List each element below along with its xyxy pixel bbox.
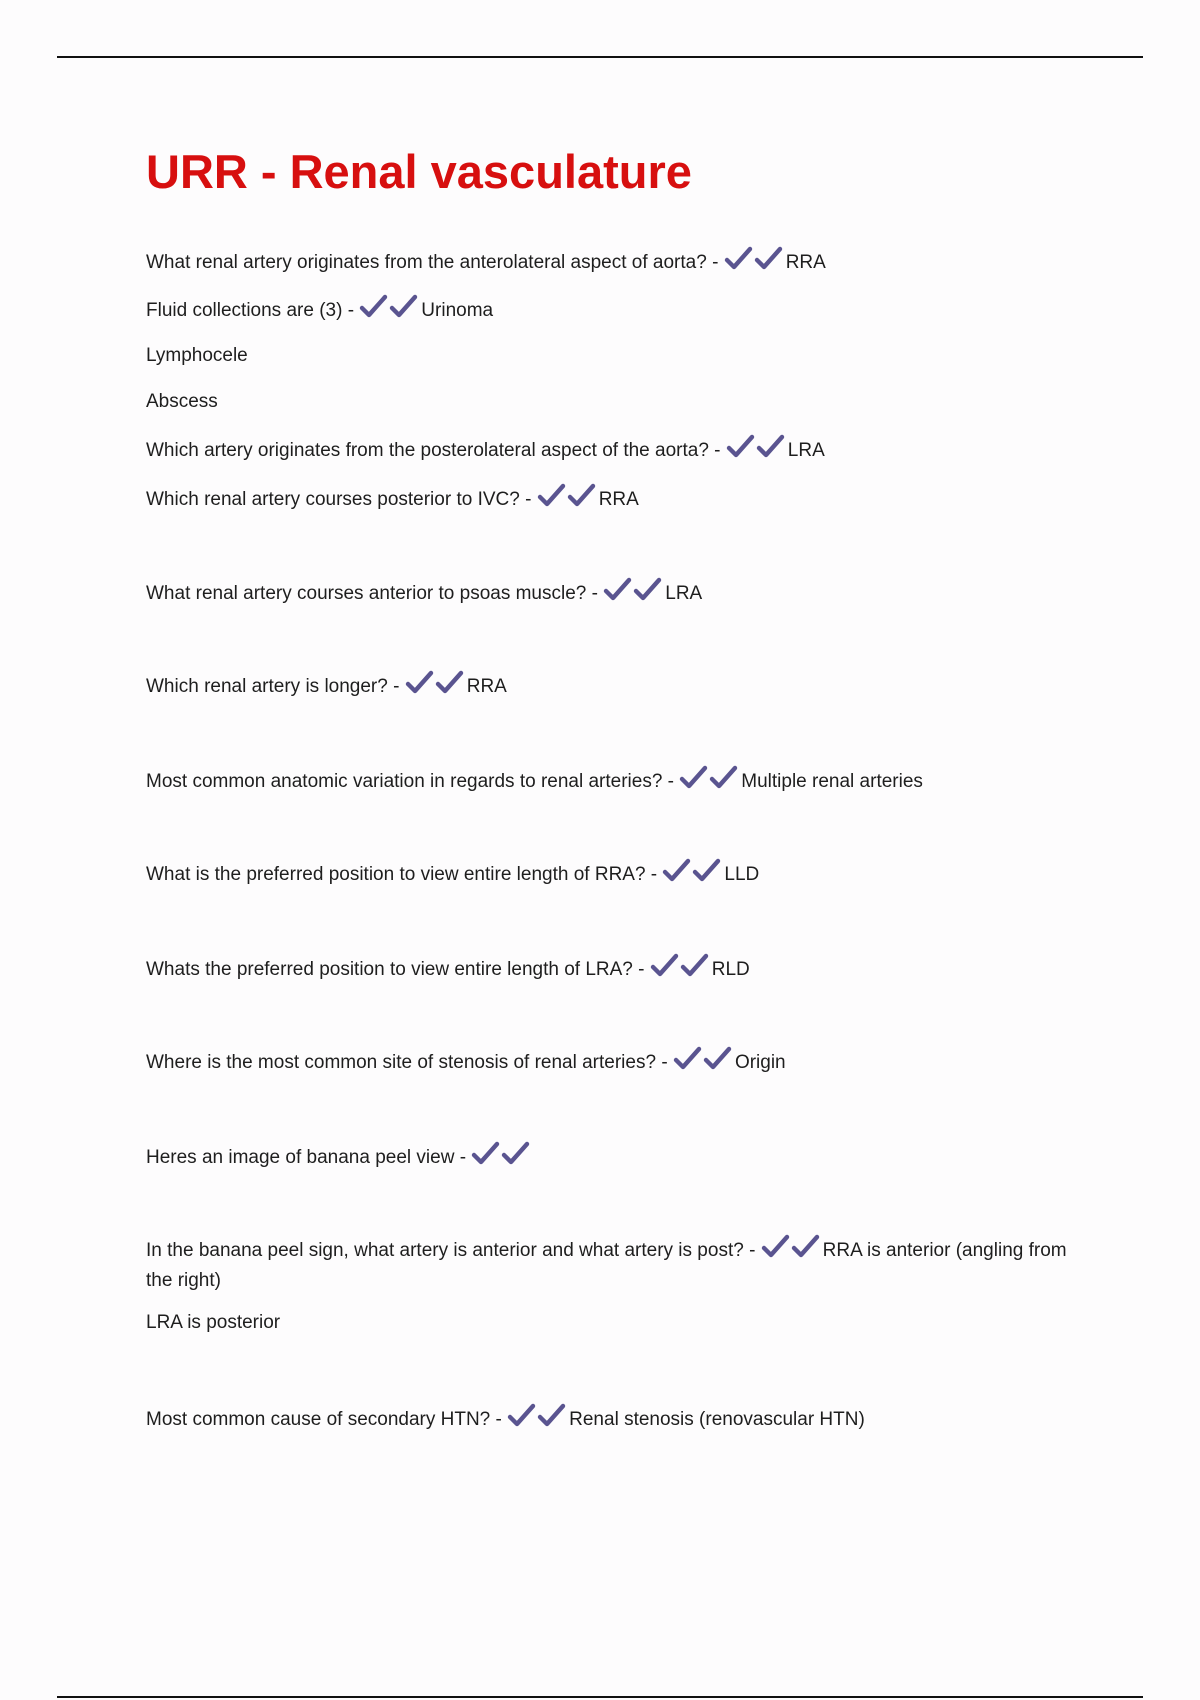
qa-item	[146, 1046, 786, 1078]
question-text: What is the preferred position to view entire length of RRA? -	[146, 864, 663, 885]
question-text: What renal artery originates from the anterolateral aspect of aorta? -	[146, 252, 724, 273]
double-check-icon	[405, 670, 467, 696]
qa-item	[146, 858, 759, 890]
answer-line: Abscess	[146, 391, 218, 412]
answer-text: Origin	[734, 1052, 786, 1073]
answer-text: RRA	[785, 252, 826, 273]
qa-item	[146, 246, 826, 278]
question-text: Which artery originates from the posterolateral aspect of the aorta? -	[146, 440, 726, 461]
answer-text: RRA	[598, 489, 639, 510]
question-text: Most common anatomic variation in regards to renal arteries? -	[146, 771, 680, 792]
qa-item	[146, 1141, 533, 1173]
answer-line: LRA is posterior	[146, 1312, 281, 1333]
question-text: Which renal artery is longer? -	[146, 676, 405, 697]
question-text: Whats the preferred position to view entire length of LRA? -	[146, 959, 650, 980]
page-title: URR - Renal vasculature	[146, 145, 692, 198]
answer-line: Lymphocele	[146, 345, 248, 366]
double-check-icon	[673, 1046, 735, 1072]
answer-text: RLD	[711, 959, 750, 980]
answer-text: Multiple renal arteries	[741, 771, 923, 792]
qa-item	[146, 483, 639, 515]
qa-item	[146, 577, 702, 609]
double-check-icon	[726, 434, 788, 460]
qa-item	[146, 434, 825, 466]
answer-text: LRA	[665, 583, 703, 604]
question-text: Most common cause of secondary HTN? -	[146, 1409, 508, 1430]
bottom-rule	[57, 1696, 1143, 1698]
qa-item	[146, 294, 493, 326]
answer-text: RRA is anterior (angling from the right)	[146, 1240, 1067, 1291]
qa-item	[146, 670, 507, 702]
question-text: Where is the most common site of stenosis of renal arteries? -	[146, 1052, 673, 1073]
answer-text: Renal stenosis (renovascular HTN)	[569, 1409, 865, 1430]
double-check-icon	[471, 1141, 533, 1167]
double-check-icon	[359, 294, 421, 320]
question-text: Fluid collections are (3) -	[146, 300, 360, 321]
double-check-icon	[761, 1234, 823, 1260]
qa-item	[146, 765, 923, 797]
double-check-icon	[507, 1403, 569, 1429]
qa-item	[146, 1234, 1086, 1296]
qa-item	[146, 1403, 865, 1435]
question-text: Heres an image of banana peel view -	[146, 1147, 472, 1168]
double-check-icon	[537, 483, 599, 509]
top-rule	[57, 56, 1143, 58]
answer-text: RRA	[466, 676, 507, 697]
qa-item	[146, 953, 750, 985]
double-check-icon	[662, 858, 724, 884]
question-text: What renal artery courses anterior to psoas muscle? -	[146, 583, 604, 604]
double-check-icon	[679, 765, 741, 791]
double-check-icon	[650, 953, 712, 979]
answer-text: LLD	[724, 864, 760, 885]
question-text: In the banana peel sign, what artery is anterior and what artery is post? -	[146, 1240, 761, 1261]
answer-text: Urinoma	[421, 300, 494, 321]
double-check-icon	[724, 246, 786, 272]
question-text: Which renal artery courses posterior to IVC? -	[146, 489, 537, 510]
double-check-icon	[603, 577, 665, 603]
answer-text: LRA	[787, 440, 825, 461]
